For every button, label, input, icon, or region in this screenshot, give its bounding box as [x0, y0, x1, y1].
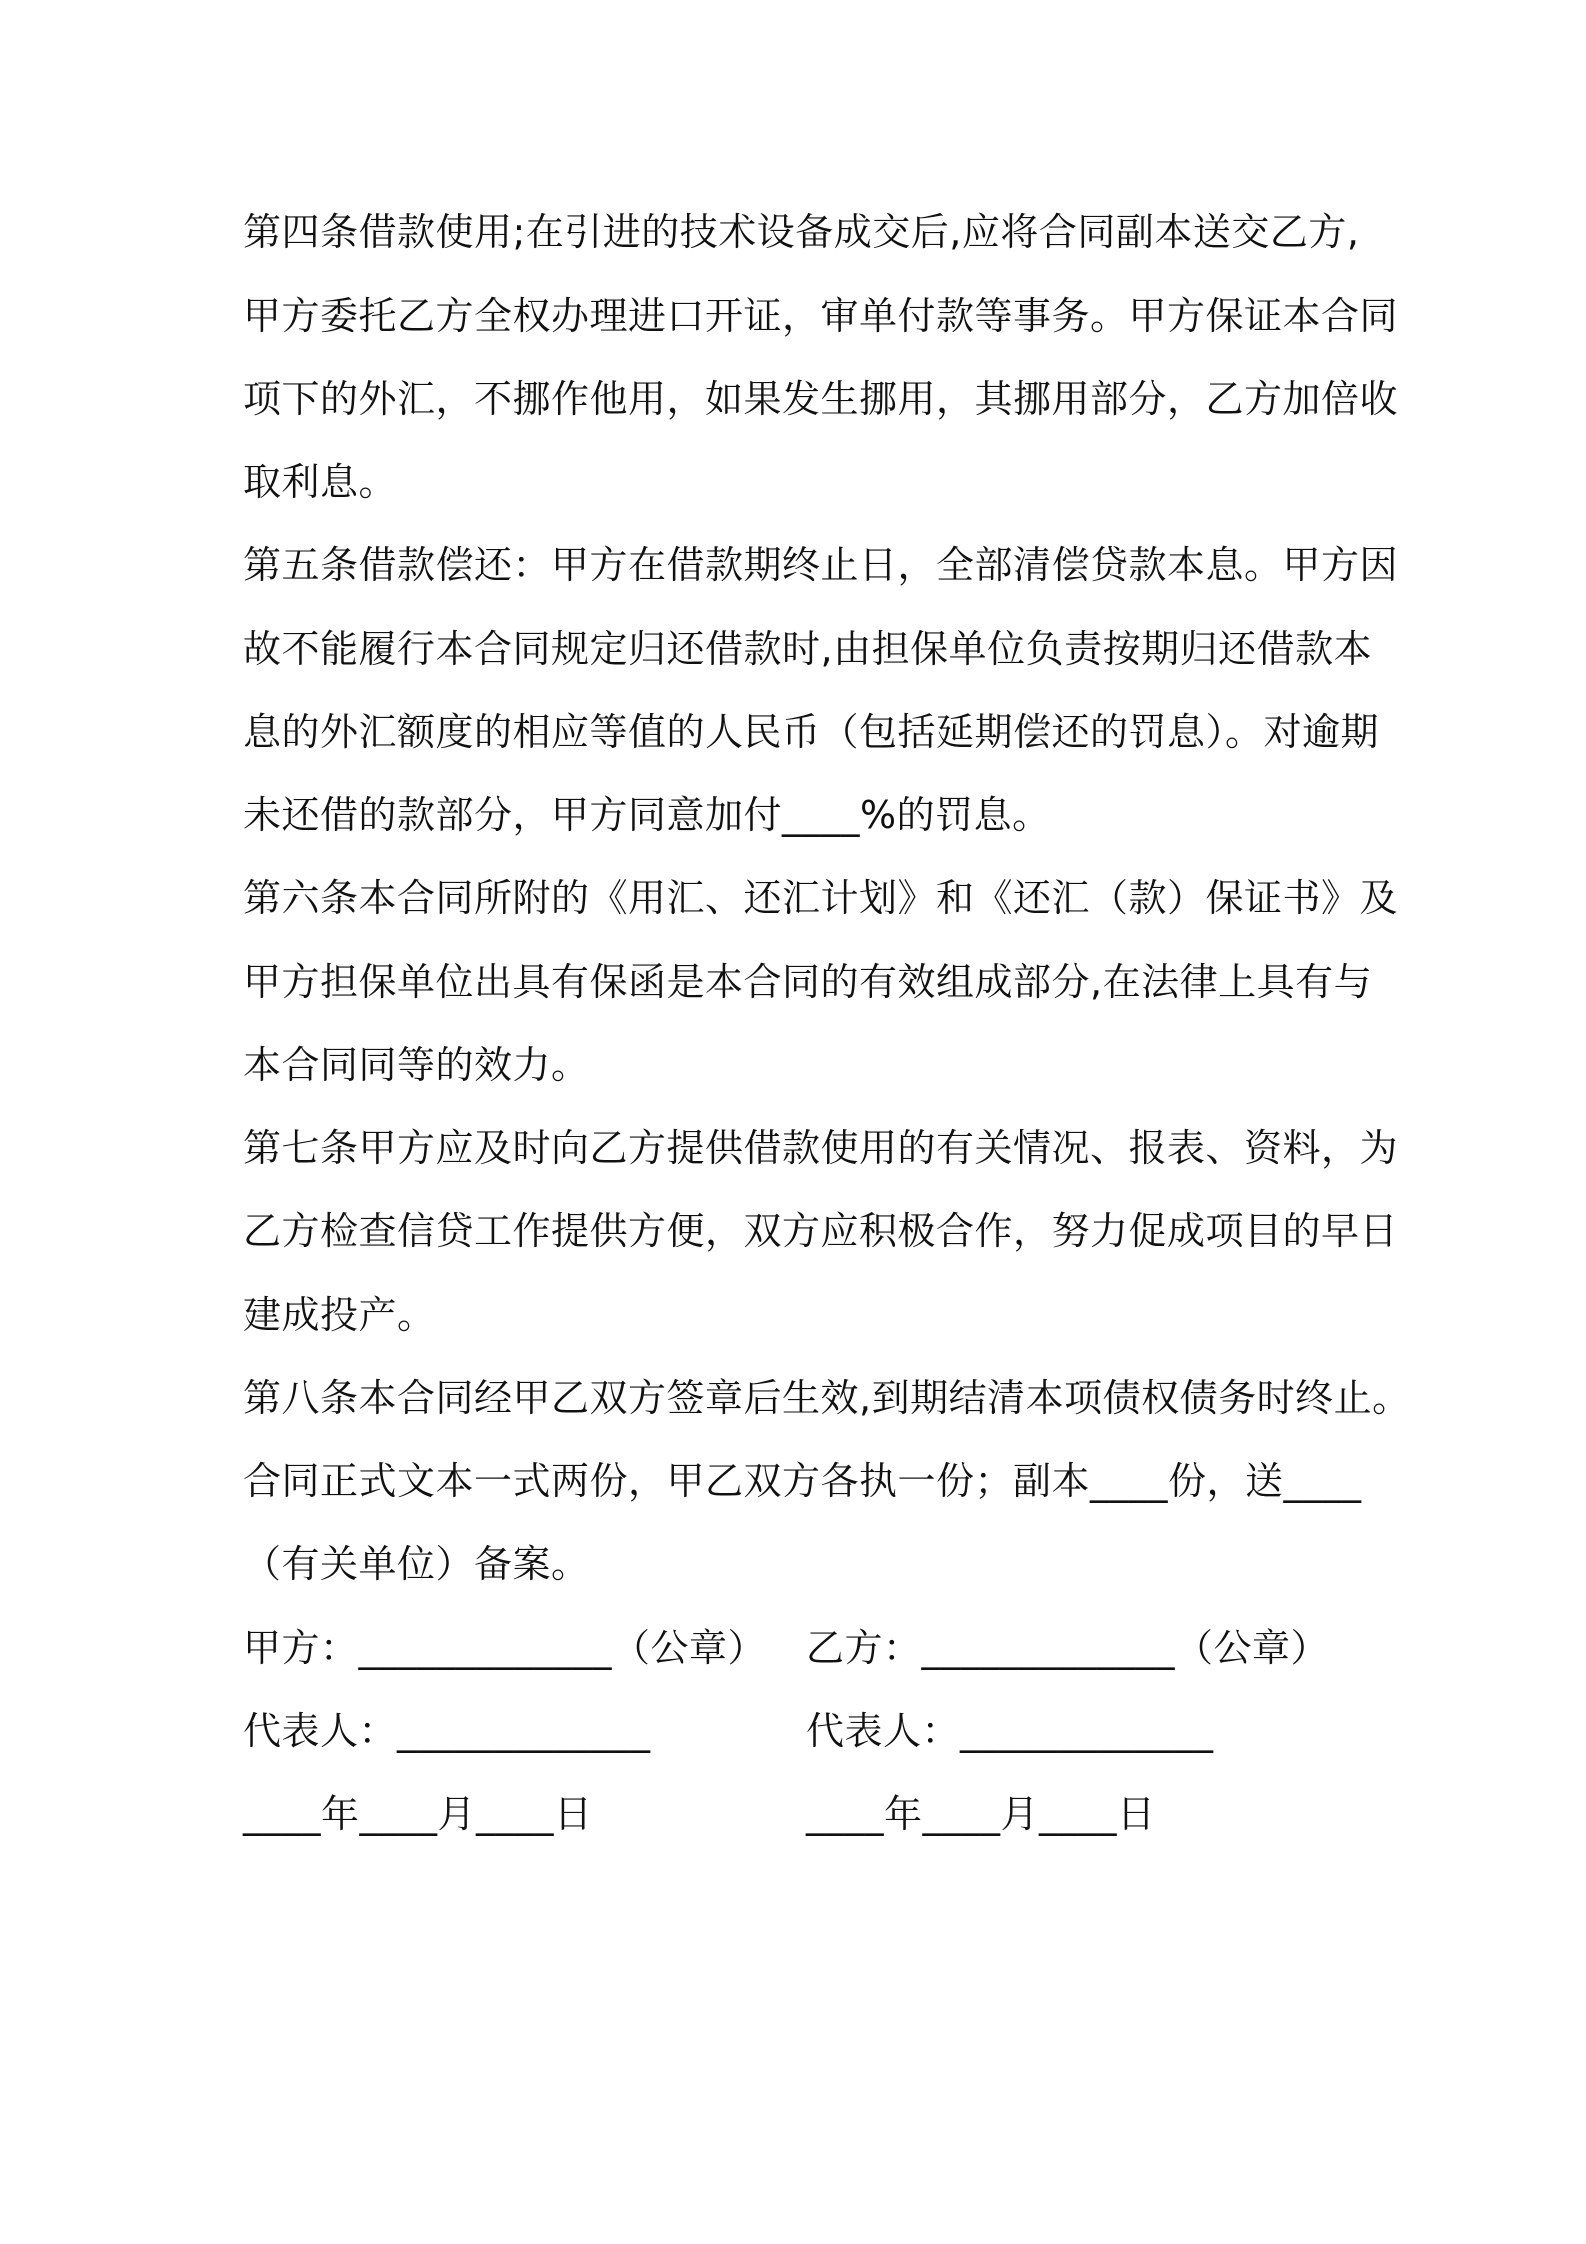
party-b-date: ____年____月____日 [806, 1792, 1156, 1836]
article-4-line-4: 取利息。 [243, 460, 398, 504]
party-a-date: ____年____月____日 [243, 1792, 593, 1836]
party-a-representative: 代表人：_____________ [243, 1709, 651, 1753]
article-8-line-1: 第八条本合同经甲乙双方签章后生效,到期结清本项债权债务时终止。 [243, 1376, 1411, 1420]
article-4-line-1: 第四条借款使用;在引进的技术设备成交后,应将合同副本送交乙方, [243, 210, 1360, 254]
article-4-line-3: 项下的外汇，不挪作他用，如果发生挪用，其挪用部分，乙方加倍收 [243, 377, 1399, 421]
article-4-line-2: 甲方委托乙方全权办理进口开证，审单付款等事务。甲方保证本合同 [243, 294, 1399, 338]
party-b-seal: 乙方：_____________（公章） [806, 1626, 1330, 1670]
article-5-line-4: 未还借的款部分，甲方同意加付____%的罚息。 [243, 793, 1051, 837]
article-5-line-3: 息的外汇额度的相应等值的人民币（包括延期偿还的罚息）。对逾期 [243, 710, 1380, 754]
article-5-line-1: 第五条借款偿还：甲方在借款期终止日，全部清偿贷款本息。甲方因 [243, 543, 1399, 587]
article-5-line-2: 故不能履行本合同规定归还借款时,由担保单位负责按期归还借款本 [243, 627, 1373, 671]
article-7-line-1: 第七条甲方应及时向乙方提供借款使用的有关情况、报表、资料，为 [243, 1126, 1399, 1170]
article-6-line-1: 第六条本合同所附的《用汇、还汇计划》和《还汇（款）保证书》及 [243, 876, 1399, 920]
article-7-line-2: 乙方检查信贷工作提供方便，双方应积极合作，努力促成项目的早日 [243, 1209, 1399, 1253]
copies-line-1: 合同正式文本一式两份，甲乙双方各执一份；副本____份，送____ [243, 1459, 1362, 1503]
article-7-line-3: 建成投产。 [243, 1293, 436, 1337]
copies-line-2: （有关单位）备案。 [243, 1542, 590, 1586]
party-a-seal: 甲方：_____________（公章） [243, 1626, 767, 1670]
party-b-representative: 代表人：_____________ [806, 1709, 1214, 1753]
article-6-line-2: 甲方担保单位出具有保函是本合同的有效组成部分,在法律上具有与 [243, 960, 1373, 1004]
article-6-line-3: 本合同同等的效力。 [243, 1043, 590, 1087]
